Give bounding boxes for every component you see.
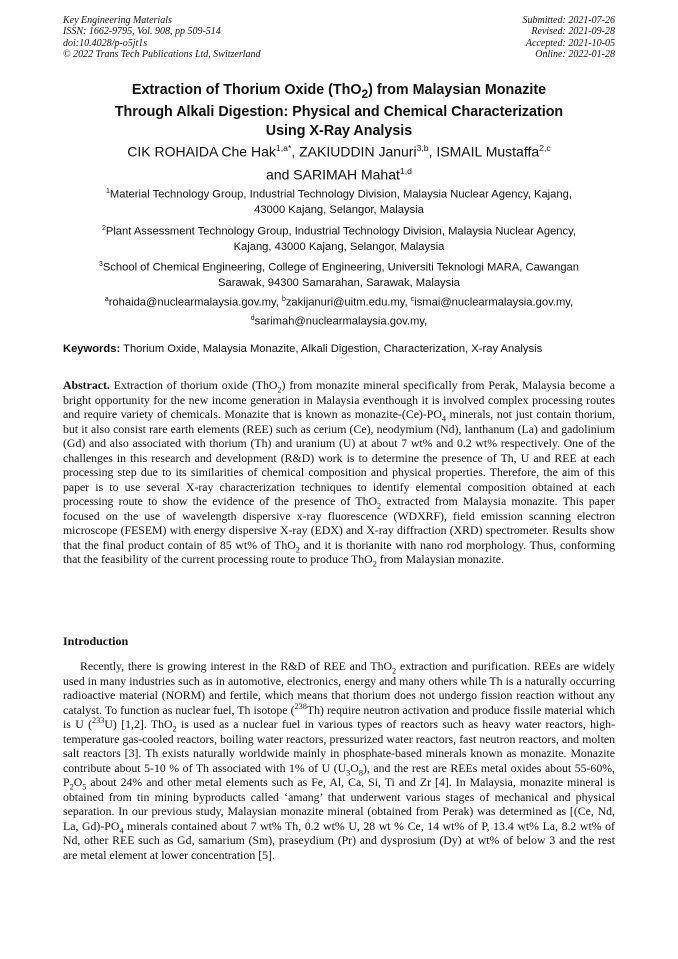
introduction-paragraph: Recently, there is growing interest in the R&D of REE and ThO$_2$ extraction and purification. REEs are widely used in many industries such as in automotive, electronics, energy and many others while Th is a naturally occurring radioactive material (NORM) and fertile, which means that thorium does not undergo fission reaction without any catalyst. To function as nuclear fuel, Th isotope ($^{238}$Th) require neutron activation and produce fissile material which is U ($^{233}$U) [1,2]. ThO$_2$ is used as a nuclear fuel in various types of reactors such as heavy water reactors, high-temperature gas-cooled reactors, boiling water reactors, pressurized water reactors, fast neutron reactors, and molten salt reactors [3]. Th exists naturally worldwide mainly in phosphate-based minerals known as monazite. Monazite contribute about 5-10 % of Th associated with 1% of U $(U_3O_8)$, and the rest are REEs metal oxides about 55-60%, $P_2O_5$ about 24% and other metal elements such as Fe, Al, Ca, Si, Ti and Zr [4]. In Malaysia, monazite mineral is obtained from tin mining byproducts called ‘amang’ that underwent various stages of mechanical and physical separation. In our previous study, Malaysian monazite mineral (obtained from Perak) was determined as [(Ce, Nd, La, $Gd)-PO_4$ minerals contained about 7 wt% Th, 0.2 wt% U, 28 wt % Ce, 14 wt% of P, 13.4 wt% La, 8.2 wt% of Nd, other REE such as Gd, samarium (Sm), praseydium (Pr) and dysprosium (Dy) at wt% of below 3 and the rest are metal element at lower concentration [5].: [63, 659, 616, 862]
author-name: ZAKIUDDIN Januri: [299, 143, 417, 160]
keywords-label: Keywords:: [63, 343, 121, 355]
title-line-1: Extraction of Thorium Oxide (ThO$_2$) from Malaysian Monazite: [131, 82, 547, 101]
journal-info: [63, 15, 261, 61]
author-emails: $^a$rohaida@nuclearmalaysia.gov.my, $^b$zakijanuri@uitm.edu.my, $^c$ismai@nuclearmalaysia.gov.my, $^d$sarimah@nuclearmalaysia.gov.my,: [104, 296, 574, 328]
title-line-2: Through Alkali Digestion: Physical and Chemical Characterization: [114, 104, 564, 121]
publication-dates: [523, 15, 616, 61]
author-list: [63, 139, 615, 185]
journal-doi: doi:10.4028/p-o5jt1s: [63, 37, 148, 49]
keywords-text: Thorium Oxide, Malaysia Monazite, Alkali Digestion, Characterization, X-ray Analysis: [120, 343, 543, 355]
email-link[interactable]: rohaida@nuclearmalaysia.gov.my,: [108, 296, 282, 309]
keywords: [63, 342, 615, 357]
authors-line-2: and SARIMAH Mahat$^{1,d}$: [266, 166, 412, 183]
title-line-3: Using X-Ray Analysis: [265, 123, 413, 140]
date-accepted: Accepted: 2021-10-05: [525, 37, 615, 49]
abstract-label: Abstract.: [63, 378, 110, 392]
journal-issn: ISSN: 1662-9795, Vol. 908, pp 509-514: [63, 26, 221, 38]
email-link[interactable]: ismai@nuclearmalaysia.gov.my,: [414, 296, 574, 309]
date-revised: Revised: 2021-09-28: [531, 26, 615, 38]
section-heading-introduction: Introduction: [63, 634, 129, 648]
date-online: Online: 2022-01-28: [535, 49, 615, 61]
journal-name: Key Engineering Materials: [63, 15, 172, 26]
affiliation-2: $^2$Plant Assessment Technology Group, Industrial Technology Division, Malaysia Nuclear Agency, Kajang, 43000 Kajang, Selangor, Malaysia: [102, 225, 576, 254]
abstract: Abstract. Extraction of thorium oxide (ThO$_2$) from monazite mineral specifically from Perak, Malaysia become a bright opportunity for the new income generation in Malaysia eventhough it is involved complex processing routes and require variety of chemicals. Monazite that is known as monazite-$(Ce)-PO_4$ minerals, not just contain thorium, but it also consist rare earth elements (REE) such as cerium (Ce), neodymium (Nd), lanthanum (La) and gadolinium (Gd) and also associated with thorium (Th) and uranium (U) at about 7 wt% and 0.2 wt% respectively. One of the challenges in this research and development (R&D) work is to determine the presence of Th, U and REE at each processing step due to its similarities of chemical composition and physical properties. Therefore, the aim of this paper is to use several X-ray characterization techniques to identify elemental composition obtained at each processing route to show the evidence of the presence of ThO$_2$ extracted from Malaysia monazite. This paper focused on the use of wavelength dispersive x-ray fluorescence (WDXRF), field emission scanning electron microscope (FESEM) with energy dispersive X-ray (EDX) and X-ray diffraction (XRD) spectrometer. Results show that the final product contain of 85 wt% of ThO$_2$ and it is thorianite with nano rod morphology. Thus, conforming that the feasibility of the current processing route to produce ThO$_2$ from Malaysian monazite.: [63, 378, 615, 569]
email-link[interactable]: sarimah@nuclearmalaysia.gov.my,: [254, 315, 428, 328]
journal-copyright: © 2022 Trans Tech Publications Ltd, Switzerland: [63, 49, 261, 61]
email-link[interactable]: zakijanuri@uitm.edu.my,: [285, 296, 411, 309]
author-name: ISMAIL Mustaffa: [436, 143, 540, 160]
date-submitted: Submitted: 2021-07-26: [522, 15, 615, 26]
paper-title: [63, 81, 615, 141]
authors-line-1: CIK ROHAIDA Che Hak$^{1,a*}$, ZAKIUDDIN Januri$^{3,b}$, ISMAIL Mustaffa$^{2,c}$: [127, 143, 551, 160]
author-name: CIK ROHAIDA Che Hak: [127, 143, 276, 160]
affiliation-1: $^1$Material Technology Group, Industrial Technology Division, Malaysia Nuclear Agency, Kajang, 43000 Kajang, Selangor, Malaysia: [106, 188, 572, 217]
affiliation-3: $^3$School of Chemical Engineering, College of Engineering, Universiti Teknologi MARA, Cawangan Sarawak, 94300 Samarahan, Sarawak, Malaysia: [98, 261, 579, 290]
author-name: SARIMAH Mahat: [293, 166, 400, 183]
